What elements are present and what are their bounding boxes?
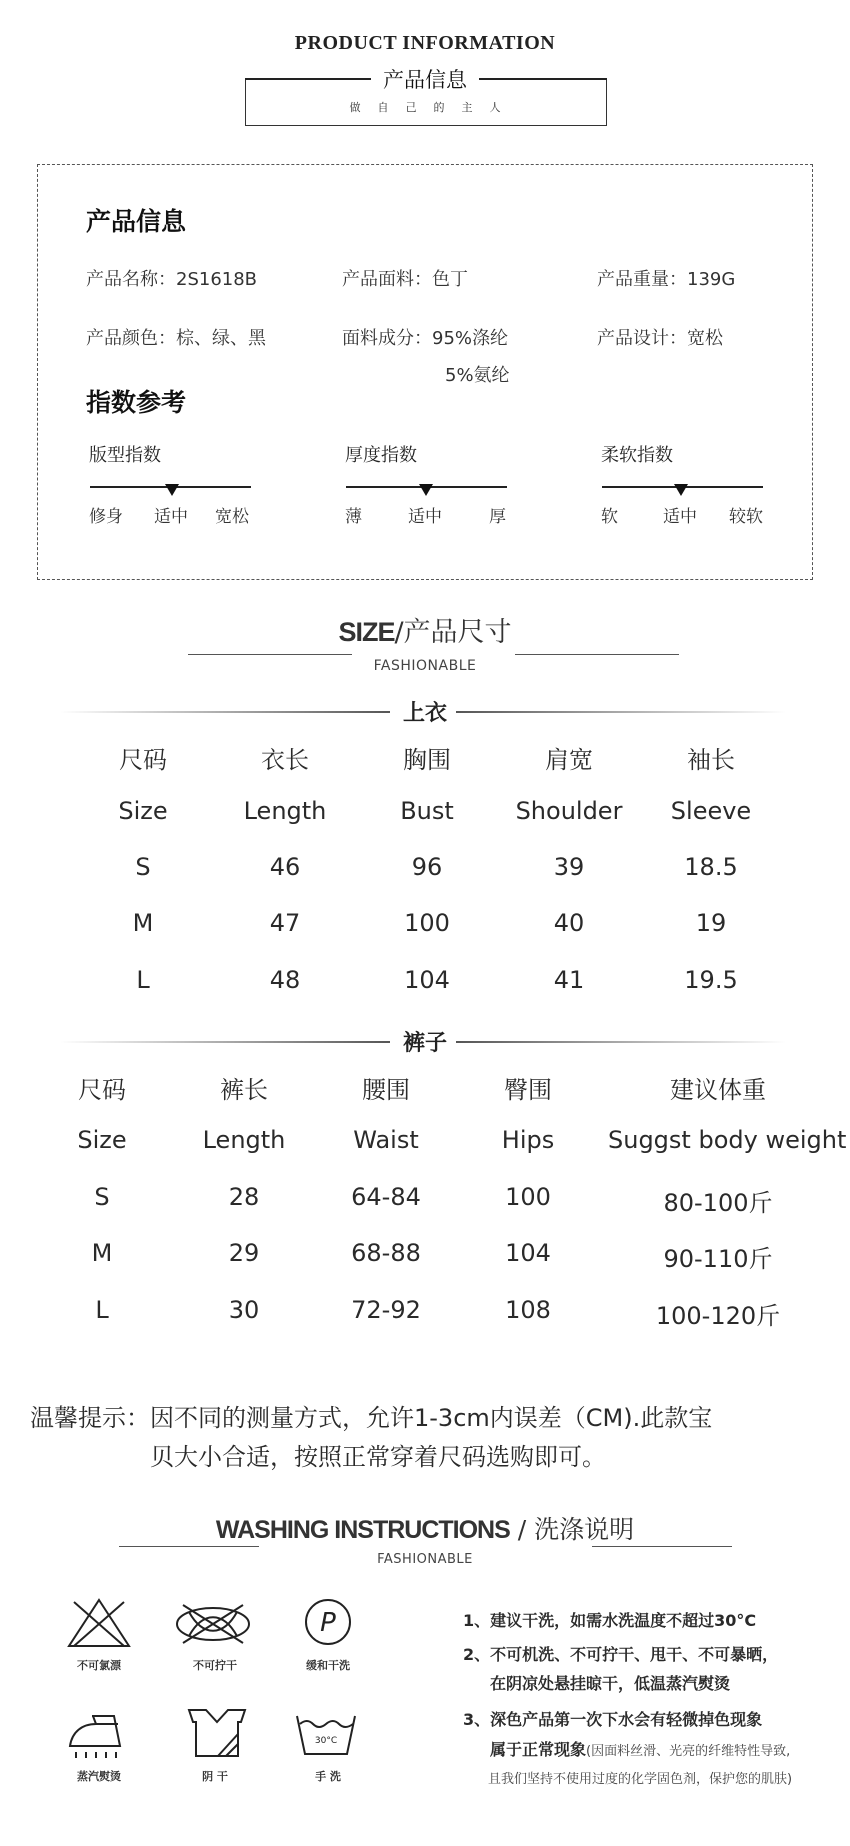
table-cell: 18.5 bbox=[684, 853, 738, 881]
index-title: 指数参考 bbox=[86, 388, 187, 417]
softness-index-label-mid: 适中 bbox=[663, 507, 697, 527]
table-cell: 108 bbox=[505, 1296, 551, 1324]
header-subtitle: 做自己的主人 bbox=[349, 101, 518, 114]
pants-col-cn-weight: 建议体重 bbox=[670, 1076, 766, 1104]
table-cell: 41 bbox=[553, 966, 585, 994]
tip-line-1: 温馨提示：因不同的测量方式，允许1-3cm内误差（CM).此款宝 bbox=[30, 1404, 713, 1432]
table-cell: 39 bbox=[553, 853, 585, 881]
fit-index-marker bbox=[165, 484, 179, 496]
pants-col-cn-hips: 臀围 bbox=[504, 1076, 552, 1104]
dry-clean-icon bbox=[303, 1597, 353, 1647]
header-title-en: PRODUCT INFORMATION bbox=[294, 32, 556, 54]
top-col-en-size: Size bbox=[118, 797, 168, 825]
pants-col-cn-waist: 腰围 bbox=[362, 1076, 410, 1104]
size-fashionable: FASHIONABLE bbox=[373, 658, 477, 674]
table-cell: 46 bbox=[269, 853, 301, 881]
table-cell: 104 bbox=[505, 1239, 551, 1267]
no-wring-icon bbox=[173, 1601, 253, 1647]
size-title-line-left bbox=[188, 654, 352, 655]
pants-col-en-length: Length bbox=[202, 1126, 286, 1154]
table-cell: 19.5 bbox=[684, 966, 738, 994]
table-cell: 64-84 bbox=[351, 1183, 421, 1211]
top-col-cn-bust: 胸围 bbox=[403, 746, 451, 774]
table-cell: 29 bbox=[228, 1239, 260, 1267]
table-cell: 104 bbox=[404, 966, 450, 994]
table-cell: L bbox=[136, 966, 150, 994]
info-color: 产品颜色：棕、绿、黑 bbox=[86, 328, 266, 349]
thickness-index-label-min: 薄 bbox=[345, 507, 362, 527]
thickness-index-label-mid: 适中 bbox=[408, 507, 442, 527]
pants-col-cn-size: 尺码 bbox=[78, 1076, 126, 1104]
info-design: 产品设计：宽松 bbox=[597, 328, 723, 349]
fit-index-label-max: 宽松 bbox=[215, 507, 249, 527]
thickness-index-marker bbox=[419, 484, 433, 496]
table-cell: 28 bbox=[228, 1183, 260, 1211]
top-col-cn-shoulder: 肩宽 bbox=[545, 746, 593, 774]
info-title: 产品信息 bbox=[86, 207, 187, 236]
top-col-en-length: Length bbox=[243, 797, 327, 825]
no-wring-label: 不可拧干 bbox=[193, 1659, 237, 1672]
table-cell: 48 bbox=[269, 966, 301, 994]
table-cell: 72-92 bbox=[351, 1296, 421, 1324]
table-cell: 96 bbox=[411, 853, 443, 881]
info-weight: 产品重量：139G bbox=[597, 269, 736, 290]
top-col-en-sleeve: Sleeve bbox=[670, 797, 752, 825]
table-cell: 100 bbox=[404, 909, 450, 937]
pants-col-en-hips: Hips bbox=[501, 1126, 555, 1154]
table-cell: M bbox=[91, 1239, 113, 1267]
top-col-en-bust: Bust bbox=[400, 797, 454, 825]
pants-col-en-waist: Waist bbox=[353, 1126, 419, 1154]
top-heading: 上衣 bbox=[402, 701, 447, 726]
instruction-2a: 2、不可机洗、不可拧干、甩干、不可暴晒， bbox=[463, 1645, 779, 1664]
table-cell: 80-100斤 bbox=[663, 1189, 773, 1217]
top-col-cn-sleeve: 袖长 bbox=[687, 746, 735, 774]
softness-index-title: 柔软指数 bbox=[601, 445, 673, 466]
size-title: SIZE/产品尺寸 bbox=[338, 617, 512, 648]
fit-index-label-mid: 适中 bbox=[154, 507, 188, 527]
info-composition-2: 5%氨纶 bbox=[445, 365, 510, 386]
fit-index-label-min: 修身 bbox=[89, 507, 123, 527]
instruction-3c: 且我们坚持不使用过度的化学固色剂，保护您的肌肤) bbox=[488, 1772, 793, 1787]
table-cell: 100-120斤 bbox=[655, 1302, 781, 1330]
pants-col-cn-length: 裤长 bbox=[220, 1076, 268, 1104]
table-cell: 47 bbox=[269, 909, 301, 937]
instruction-3a: 3、深色产品第一次下水会有轻微掉色现象 bbox=[463, 1710, 763, 1729]
info-composition: 面料成分：95%涤纶 bbox=[342, 328, 509, 349]
table-cell: 100 bbox=[505, 1183, 551, 1211]
steam-iron-icon bbox=[66, 1708, 132, 1762]
instruction-3b: 属于正常现象(因面料丝滑、光亮的纤维特性导致, bbox=[490, 1740, 791, 1759]
instruction-1: 1、建议干洗，如需水洗温度不超过30°C bbox=[463, 1611, 757, 1630]
table-cell: 68-88 bbox=[351, 1239, 421, 1267]
softness-index-marker bbox=[674, 484, 688, 496]
hand-wash-label: 手 洗 bbox=[315, 1770, 341, 1783]
size-title-line-right bbox=[515, 654, 679, 655]
washing-title: WASHING INSTRUCTIONS / 洗涤说明 bbox=[215, 1515, 635, 1544]
thickness-index-label-max: 厚 bbox=[489, 507, 506, 527]
washing-fashionable: FASHIONABLE bbox=[377, 1552, 473, 1567]
softness-index-label-min: 软 bbox=[601, 507, 618, 527]
instruction-2b: 在阴凉处悬挂晾干，低温蒸汽熨烫 bbox=[490, 1674, 731, 1693]
top-col-cn-size: 尺码 bbox=[119, 746, 167, 774]
pants-col-en-size: Size bbox=[77, 1126, 127, 1154]
top-col-en-shoulder: Shoulder bbox=[515, 797, 623, 825]
shade-dry-label: 阴 干 bbox=[202, 1770, 228, 1783]
thickness-index-title: 厚度指数 bbox=[345, 445, 417, 466]
top-col-cn-length: 衣长 bbox=[261, 746, 309, 774]
table-cell: S bbox=[135, 853, 151, 881]
no-bleach-label: 不可氯漂 bbox=[77, 1659, 121, 1672]
no-bleach-icon bbox=[66, 1596, 132, 1650]
info-fabric: 产品面料：色丁 bbox=[342, 269, 468, 290]
dry-clean-label: 缓和干洗 bbox=[306, 1659, 350, 1672]
table-cell: 40 bbox=[553, 909, 585, 937]
hand-wash-temp: 30°C bbox=[314, 1736, 338, 1746]
tip-line-2: 贝大小合适，按照正常穿着尺码选购即可。 bbox=[150, 1443, 606, 1471]
info-name: 产品名称：2S1618B bbox=[86, 269, 258, 290]
table-cell: L bbox=[95, 1296, 109, 1324]
washing-title-line-left bbox=[119, 1546, 259, 1547]
table-cell: 30 bbox=[228, 1296, 260, 1324]
table-cell: 19 bbox=[695, 909, 727, 937]
hand-wash-icon bbox=[293, 1710, 359, 1758]
dry-clean-letter: P bbox=[320, 1608, 336, 1638]
table-cell: 90-110斤 bbox=[663, 1245, 773, 1273]
table-cell: S bbox=[94, 1183, 110, 1211]
header-title-cn: 产品信息 bbox=[0, 64, 850, 94]
table-cell: M bbox=[132, 909, 154, 937]
fit-index-title: 版型指数 bbox=[89, 445, 161, 466]
pants-heading: 裤子 bbox=[402, 1031, 447, 1056]
steam-iron-label: 蒸汽熨烫 bbox=[77, 1770, 121, 1783]
softness-index-label-max: 较软 bbox=[729, 507, 763, 527]
washing-title-line-right bbox=[592, 1546, 732, 1547]
shade-dry-icon bbox=[186, 1706, 248, 1760]
pants-col-en-weight: Suggst body weight bbox=[608, 1126, 847, 1154]
